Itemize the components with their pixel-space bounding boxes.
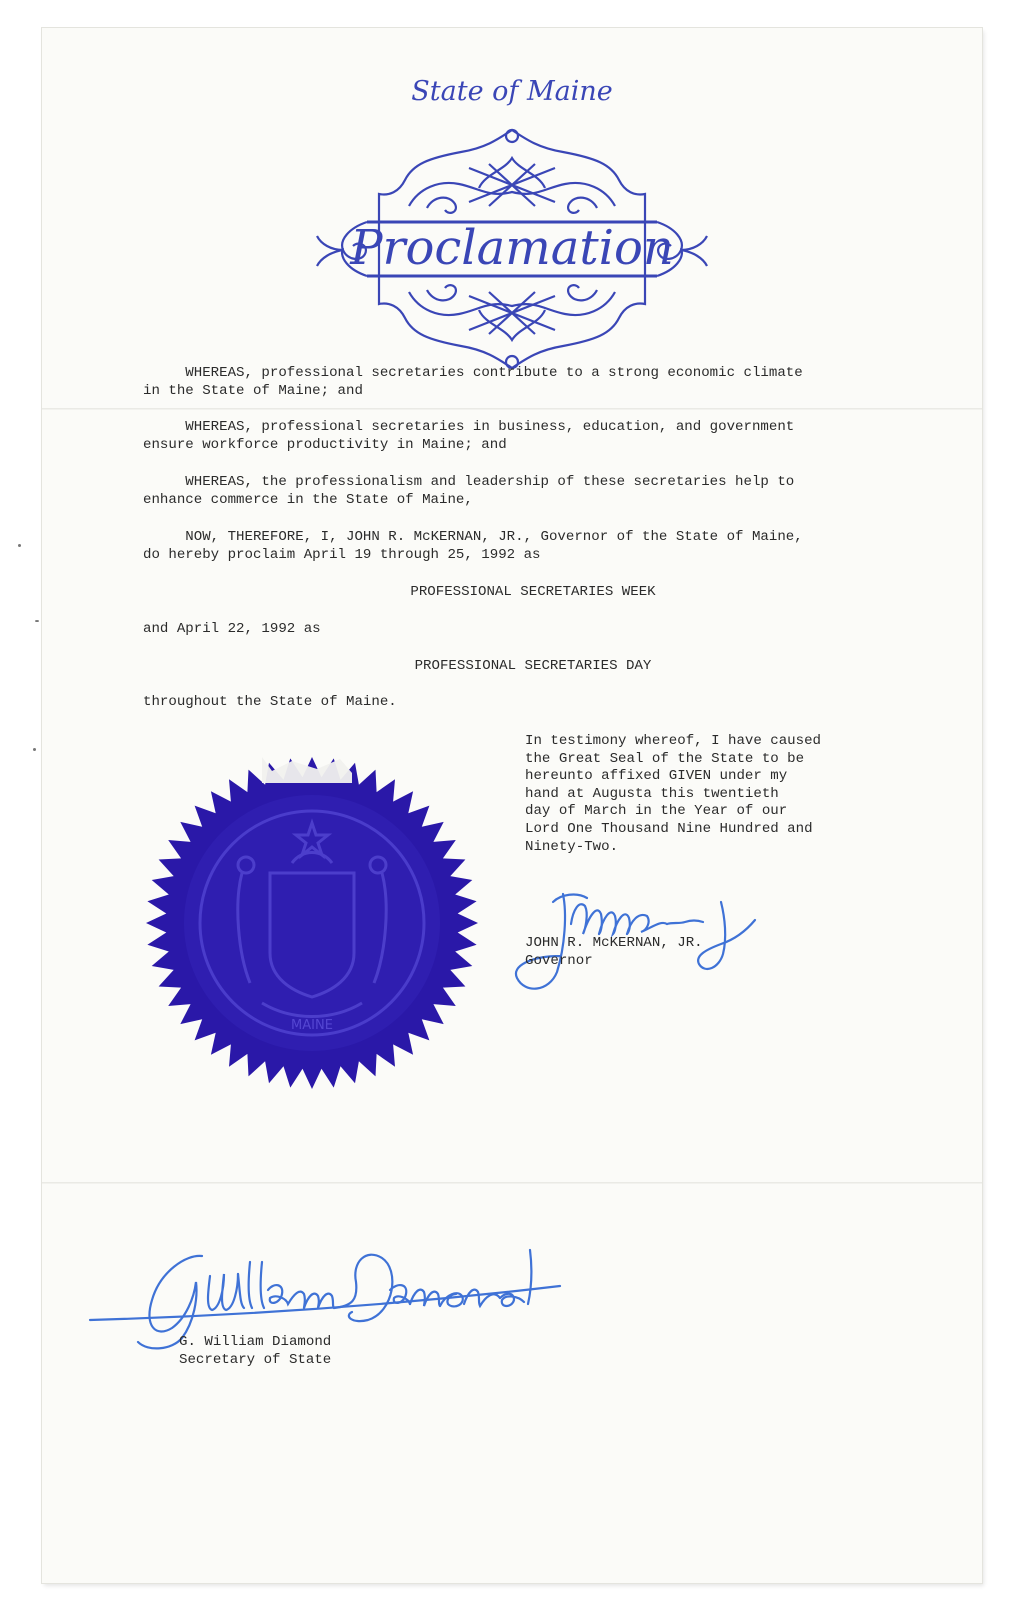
closing-line: throughout the State of Maine. [143,694,397,710]
whereas-paragraph: WHEREAS, professional secretaries contribute to a strong economic climate in the State of Maine; and [143,365,803,399]
governor-name: JOHN R. McKERNAN, JR. [525,935,703,951]
secretary-name: G. William Diamond [179,1334,332,1350]
day-title: PROFESSIONAL SECRETARIES DAY [414,658,652,674]
state-title: State of Maine [411,76,613,107]
whereas-paragraph: WHEREAS, professional secretaries in business, education, and government ensure workforce productivity in Maine; and [143,419,795,453]
week-title: PROFESSIONAL SECRETARIES WEEK [410,584,656,600]
whereas-paragraph: WHEREAS, the professionalism and leadership of these secretaries help to enhance commerce in the State of Maine, [143,474,795,508]
governor-name-block [525,934,703,970]
proclamation-crest [309,118,715,380]
dust-speck [33,748,36,751]
great-seal [142,753,482,1093]
therefore-paragraph: NOW, THEREFORE, I, JOHN R. McKERNAN, JR., Governor of the State of Maine, do hereby proclaim April 19 through 25, 1992 as [143,529,803,563]
testimony-paragraph: In testimony whereof, I have caused the Great Seal of the State to be hereunto affixed GIVEN under my hand at Augusta this twentieth day of March in the Year of our Lord One Thousand Nine Hundred and Ninety-Two. [525,733,822,855]
dust-speck [18,544,21,547]
secretary-title: Secretary of State [179,1352,332,1368]
proclamation-document [42,28,982,1583]
proclamation-title: Proclamation [350,220,674,276]
secretary-name-block [179,1333,331,1369]
governor-title: Governor [525,953,593,969]
day-intro: and April 22, 1992 as [143,621,321,637]
paper-fold-line [42,408,982,410]
dust-speck [35,620,39,622]
secretary-of-state-signature [90,1242,645,1354]
paper-fold-line [42,1182,982,1184]
seal-emblem-text: MAINE [291,1018,333,1033]
